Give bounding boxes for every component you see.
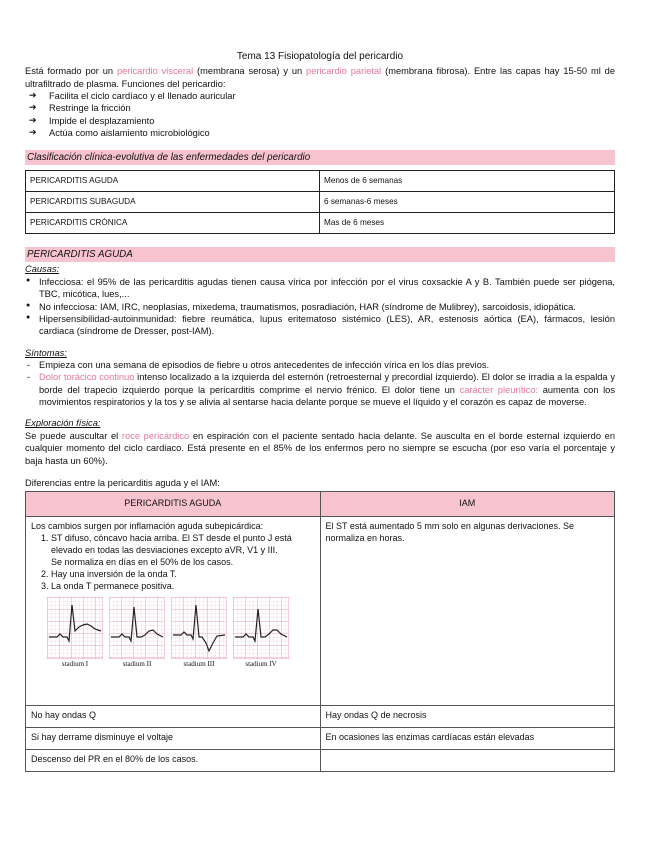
document-page <box>25 50 615 772</box>
page-title: Tema 13 Fisiopatología del pericardio <box>236 51 404 62</box>
list-item: 1. ST difuso, cóncavo hacia arriba. El ST desde el punto J está elevado en todas las desviaciones excepto aVR, V1 y III. Se normaliza en días en el 50% de los casos. <box>51 533 315 569</box>
table-header-row <box>26 492 615 517</box>
aguda-heading: PERICARDITIS AGUDA <box>25 247 615 262</box>
causas-label: Causas: <box>25 264 60 275</box>
causas-list <box>25 276 615 338</box>
list-item: ● Infecciosa: el 95% de las pericarditis agudas tienen causa vírica por infección por el virus coxsackie A y B. También puede ser piógena, TBC, micótica, lues,... <box>25 276 615 301</box>
table-row <box>26 517 615 706</box>
list-item: ● No infecciosa: IAM, IRC, neoplasias, mixedema, traumatismos, posradiación, HAR (síndrome de Mulibrey), sarcoidosis, idiopática. <box>25 301 615 313</box>
table-row: Si hay derrame disminuye el voltaje En ocasiones las enzimas cardíacas están elevadas <box>26 728 615 750</box>
ecg-trace-icon <box>171 597 227 659</box>
term-parietal: pericardio parietal <box>306 66 382 77</box>
ecg-stadium-1: stadium I <box>47 597 103 669</box>
exploracion-paragraph: Se puede auscultar el roce pericárdico en espiración con el paciente sentado hacia delante. Se ausculta en el borde esternal izquierdo en cualquier momento del ciclo cardiaco. Está presente en el 85% de los enfermos pero no siempre se escucha (por eso varía el porcentaje y baja hasta un 60%). <box>25 430 616 466</box>
table-row: No hay ondas Q Hay ondas Q de necrosis <box>26 706 615 728</box>
ecg-strips <box>47 597 315 669</box>
exploracion-label: Exploración física: <box>25 418 101 429</box>
list-item: ➔ Restringe la fricción <box>29 102 615 114</box>
ecg-trace-icon <box>109 597 165 659</box>
sintomas-label: Síntomas: <box>25 347 67 358</box>
list-item: ➔ Facilita el ciclo cardíaco y el llenado auricular <box>29 90 615 102</box>
list-item: ➔ Actúa como aislamiento microbiológico <box>29 127 615 139</box>
ecg-stadium-2: stadium II <box>109 597 165 669</box>
ecg-changes-list <box>31 533 315 593</box>
ecg-stadium-3: stadium III <box>171 597 227 669</box>
iam-cell: El ST está aumentado 5 mm solo en algunas derivaciones. Se normaliza en horas. <box>320 517 615 706</box>
list-item: - Empieza con una semana de episodios de fiebre u otros antecedentes de infección vírica en los días previos. <box>25 359 615 371</box>
sintomas-list <box>25 359 615 408</box>
diff-label: Diferencias entre la pericarditis aguda y el IAM: <box>25 477 220 488</box>
differences-table <box>25 491 615 772</box>
list-item: - Dolor torácico continuo intenso localizado a la izquierda del esternón (retroesternal y precordial izquierdo). El dolor se irradia a la espalda y borde del trapecio izquierdo porque la pericarditis comprime el nervio frénico. El dolor tiene un carácter pleurítico: aumenta con los movimientos respiratorios y la tos y se alivia al sentarse hacia delante porque se mueve el líquido y el corazón es capaz de moverse. <box>25 371 615 408</box>
list-item: 3. La onda T permanece positiva. <box>51 581 315 593</box>
table-row: PERICARDITIS CRÓNICA Mas de 6 meses <box>26 213 615 234</box>
term-visceral: pericardio visceral <box>116 66 194 77</box>
ecg-stadium-4: stadium IV <box>233 597 289 669</box>
classification-table <box>25 170 615 234</box>
table-row: PERICARDITIS SUBAGUDA 6 semanas-6 meses <box>26 192 615 213</box>
intro-paragraph: Está formado por un pericardio visceral (membrana serosa) y un pericardio parietal (membrana fibrosa). Entre las capas hay 15-50 ml de ultrafiltrado de plasma. Funciones del pericardio: <box>25 66 615 89</box>
table-row: PERICARDITIS AGUDA Menos de 6 semanas <box>26 171 615 192</box>
list-item: 2. Hay una inversión de la onda T. <box>51 569 315 581</box>
ecg-trace-icon <box>233 597 289 659</box>
ecg-trace-icon <box>47 597 103 659</box>
list-item: ● Hipersensibilidad-autoinmunidad: fiebre reumática, lupus eritematoso sistémico (LES), AR, estenosis aórtica (EA), fármacos, lesión cardiaca (síndrome de Dresser, post-IAM). <box>25 313 615 338</box>
header-pericarditis: PERICARDITIS AGUDA <box>26 492 321 517</box>
list-item: ➔ Impide el desplazamiento <box>29 115 615 127</box>
pericarditis-cell: Los cambios surgen por inflamación aguda subepicárdica: 1. ST difuso, cóncavo hacia arriba. El ST desde el punto J está elevado en todas las desviaciones excepto aVR, V1 y III. Se normaliza en días en el 50% de los casos. 2. Hay una inversión de la onda T. 3. La onda T permanece positiva. stadium I stadium II stadium III stadium IV <box>26 517 321 706</box>
header-iam: IAM <box>320 492 615 517</box>
functions-list <box>29 90 615 139</box>
table-row: Descenso del PR en el 80% de los casos. <box>26 750 615 772</box>
classification-heading: Clasificación clínica-evolutiva de las enfermedades del pericardio <box>25 150 615 165</box>
